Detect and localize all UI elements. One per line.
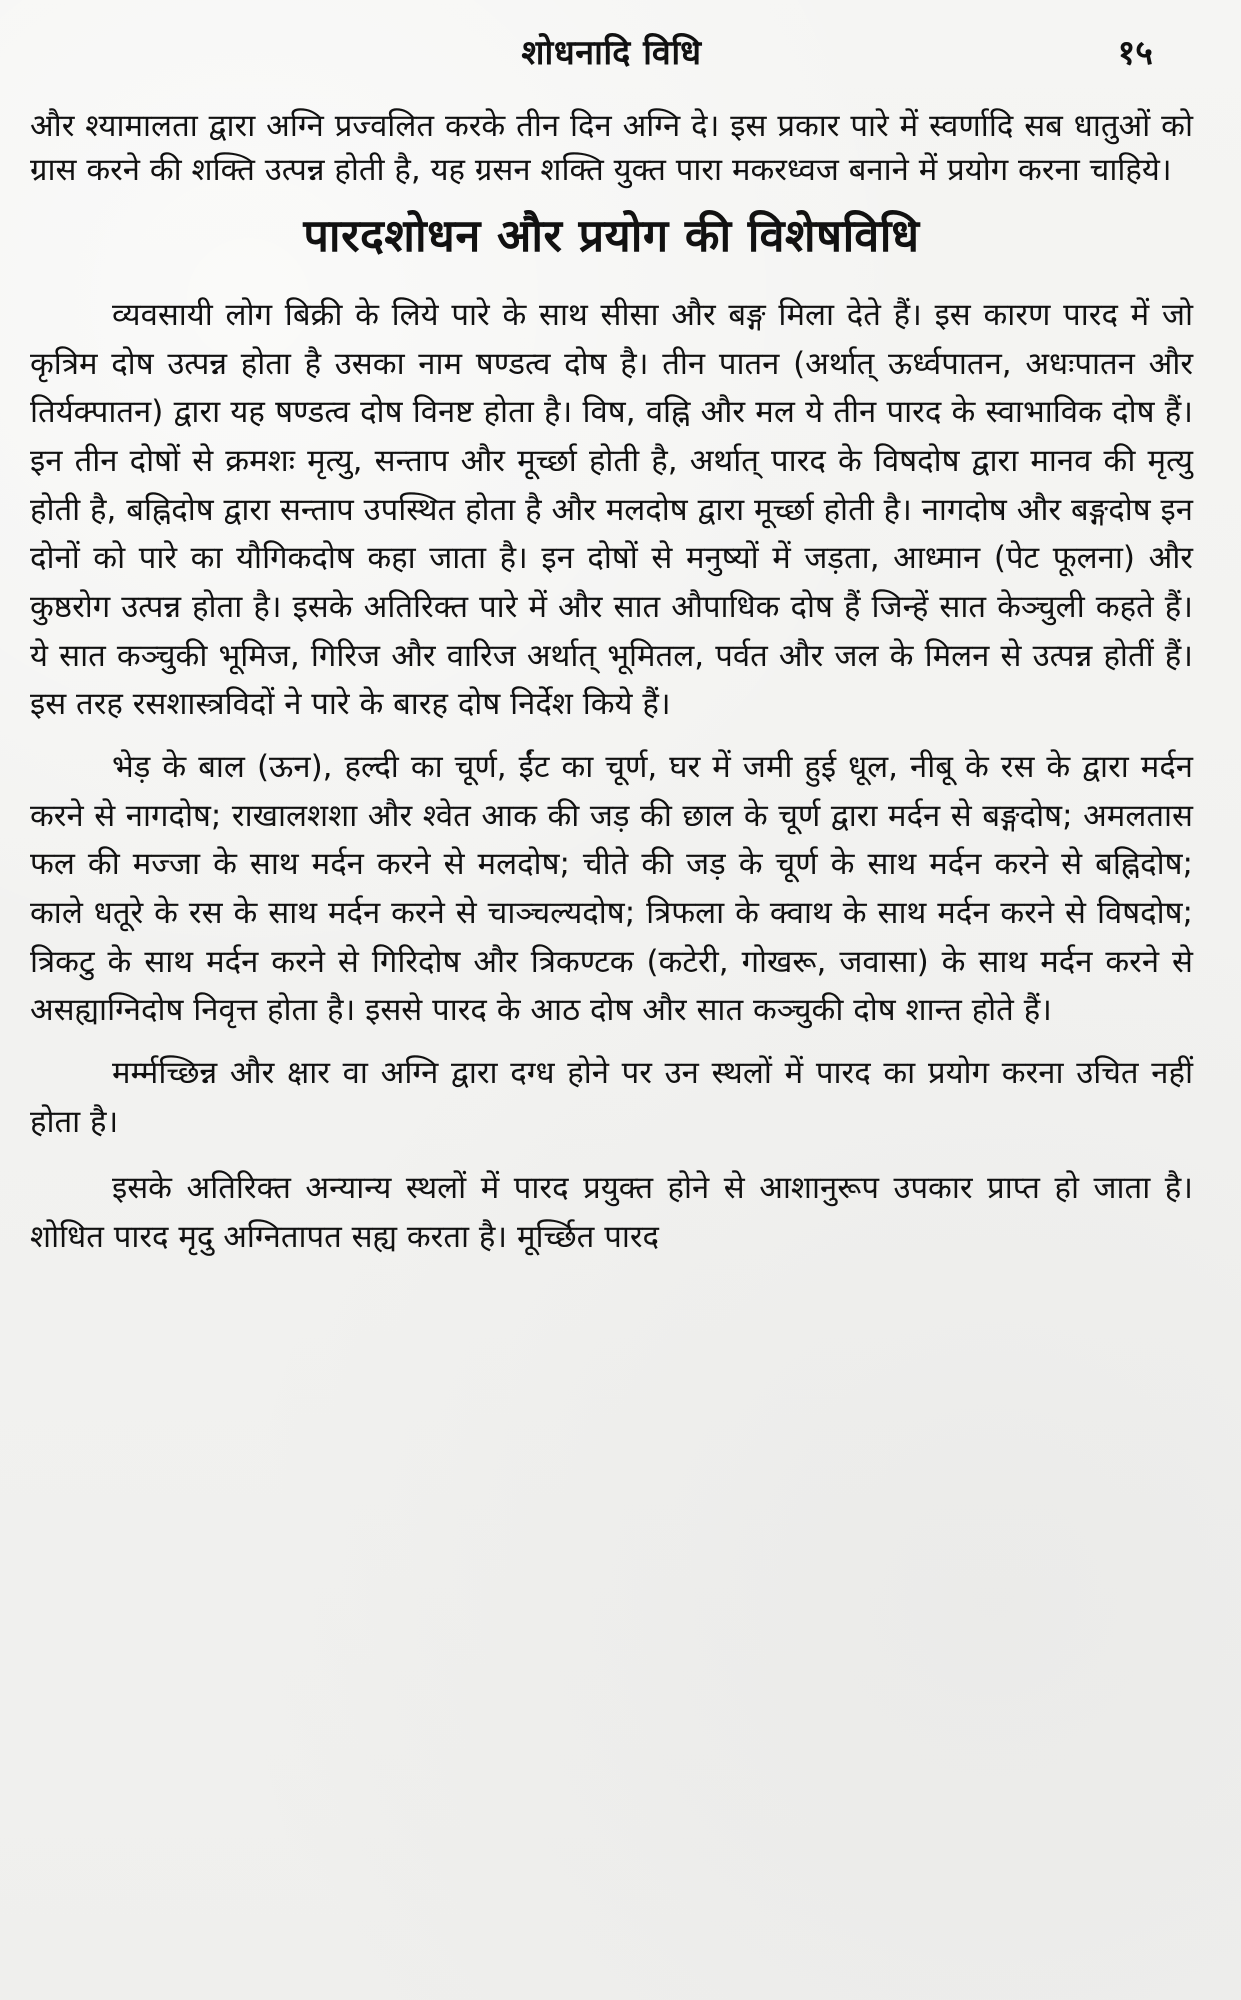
section-title: पारदशोधन और प्रयोग की विशेषविधि [303, 209, 920, 263]
paragraph-2: भेड़ के बाल (ऊन), हल्दी का चूर्ण, ईंट का चूर्ण, घर में जमी हुई धूल, नीबू के रस के द्वारा मर्दन करने से नागदोष; राखालशशा और श्वेत आक की जड़ की छाल के चूर्ण द्वारा मर्दन से बङ्गदोष; अमलतास फल की मज्जा के साथ मर्दन करने से मलदोष; चीते की जड़ के चूर्ण के साथ मर्दन करने से बह्निदोष; काले धतूरे के रस के साथ मर्दन करने से चाञ्चल्यदोष; त्रिफला के क्वाथ के साथ मर्दन करने से विषदोष; त्रिकटु के साथ मर्दन करने से गिरिदोष और त्रिकण्टक (कटेरी, गोखरू, जवासा) के साथ मर्दन करने से असह्याग्निदोष निवृत्त होता है। इससे पारद के आठ दोष और सात कञ्चुकी दोष शान्त होते हैं। [30, 748, 1193, 1029]
paragraph-3: मर्म्मच्छिन्न और क्षार वा अग्नि द्वारा दग्ध होने पर उन स्थलों में पारद का प्रयोग करना उचित नहीं होता है। [30, 1054, 1193, 1140]
running-head: शोधनादि विधि [521, 33, 702, 73]
page-number: १५ [1117, 33, 1153, 73]
paragraph-1: व्यवसायी लोग बिक्री के लिये पारे के साथ सीसा और बङ्ग मिला देते हैं। इस कारण पारद में जो कृत्रिम दोष उत्पन्न होता है उसका नाम षण्डत्व दोष है। तीन पातन (अर्थात् ऊर्ध्वपातन, अधःपातन और तिर्यक्पातन) द्वारा यह षण्डत्व दोष विनष्ट होता है। विष, वह्नि और मल ये तीन पारद के स्वाभाविक दोष हैं। इन तीन दोषों से क्रमशः मृत्यु, सन्ताप और मूर्च्छा होती है, अर्थात् पारद के विषदोष द्वारा मानव की मृत्यु होती है, बह्निदोष द्वारा सन्ताप उपस्थित होता है और मलदोष द्वारा मूर्च्छा होती है। नागदोष और बङ्गदोष इन दोनों को पारे का यौगिकदोष कहा जाता है। इन दोषों से मनुष्यों में जड़ता, आध्मान (पेट फूलना) और कुष्ठरोग उत्पन्न होता है। इसके अतिरिक्त पारे में और सात औपाधिक दोष हैं जिन्हें सात केञ्चुली कहते हैं। ये सात कञ्चुकी भूमिज, गिरिज और वारिज अर्थात् भूमितल, पर्वत और जल के मिलन से उत्पन्न होतीं हैं। इस तरह रसशास्त्रविदों ने पारे के बारह दोष निर्देश किये हैं। [30, 297, 1193, 723]
intro-paragraph: और श्यामालता द्वारा अग्नि प्रज्वलित करके तीन दिन अग्नि दे। इस प्रकार पारे में स्वर्णादि सब धातुओं को ग्रास करने की शक्ति उत्पन्न होती है, यह ग्रसन शक्ति युक्त पारा मकरध्वज बनाने में प्रयोग करना चाहिये। [30, 108, 1193, 189]
page-header [30, 28, 1193, 86]
paragraph-4: इसके अतिरिक्त अन्यान्य स्थलों में पारद प्रयुक्त होने से आशानुरूप उपकार प्राप्त हो जाता है। शोधित पारद मृदु अग्नितापत सह्य करता है। मूर्च्छित पारद [30, 1170, 1193, 1255]
